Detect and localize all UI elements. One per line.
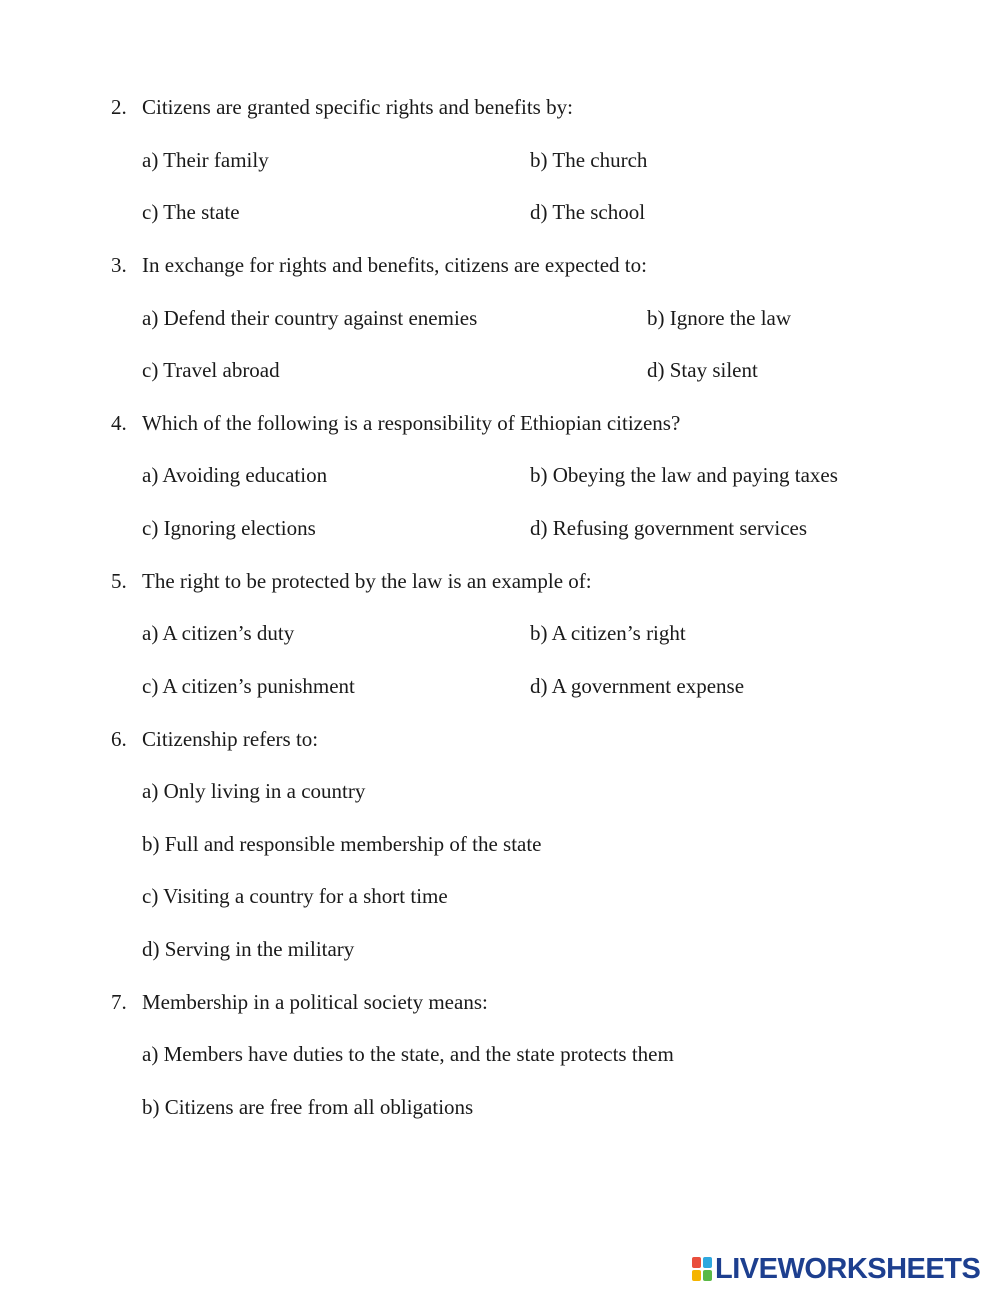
option-c: c) Visiting a country for a short time (142, 884, 448, 908)
option-d: d) Serving in the military (142, 937, 355, 961)
option-a: a) A citizen’s duty (142, 621, 295, 645)
brand-logo (692, 1254, 980, 1284)
liveworksheets-logo-icon (692, 1257, 712, 1281)
option-c: c) A citizen’s punishment (142, 674, 355, 698)
logo-block-3 (692, 1270, 701, 1281)
question-number: 5. (111, 569, 127, 593)
option-a: a) Only living in a country (142, 779, 366, 803)
option-b: b) The church (530, 148, 648, 172)
option-d: d) A government expense (530, 674, 745, 698)
option-d: d) Stay silent (647, 358, 758, 382)
brand-name: LIVEWORKSHEETS (715, 1252, 981, 1285)
option-b: b) Citizens are free from all obligations (142, 1095, 474, 1119)
question-number: 3. (111, 253, 127, 277)
option-c: c) The state (142, 200, 240, 224)
question-number: 6. (111, 727, 127, 751)
question-number: 2. (111, 95, 127, 119)
option-d: d) Refusing government services (530, 516, 808, 540)
option-d: d) The school (530, 200, 646, 224)
option-c: c) Travel abroad (142, 358, 280, 382)
logo-block-2 (703, 1257, 712, 1268)
option-c: c) Ignoring elections (142, 516, 316, 540)
logo-block-4 (703, 1270, 712, 1281)
question-text: Which of the following is a responsibility of Ethiopian citizens? (142, 411, 681, 435)
question-number: 4. (111, 411, 127, 435)
option-a: a) Avoiding education (142, 463, 328, 487)
option-b: b) Ignore the law (647, 306, 792, 330)
logo-block-1 (692, 1257, 701, 1268)
question-text: Citizens are granted specific rights and benefits by: (142, 95, 573, 119)
option-b: b) Obeying the law and paying taxes (530, 463, 838, 487)
option-a: a) Members have duties to the state, and the state protects them (142, 1042, 674, 1066)
question-text: The right to be protected by the law is an example of: (142, 569, 592, 593)
question-text: Membership in a political society means: (142, 990, 488, 1014)
option-b: b) Full and responsible membership of the state (142, 832, 542, 856)
question-text: Citizenship refers to: (142, 727, 319, 751)
question-text: In exchange for rights and benefits, citizens are expected to: (142, 253, 647, 277)
option-a: a) Defend their country against enemies (142, 306, 478, 330)
question-number: 7. (111, 990, 127, 1014)
option-b: b) A citizen’s right (530, 621, 686, 645)
option-a: a) Their family (142, 148, 269, 172)
